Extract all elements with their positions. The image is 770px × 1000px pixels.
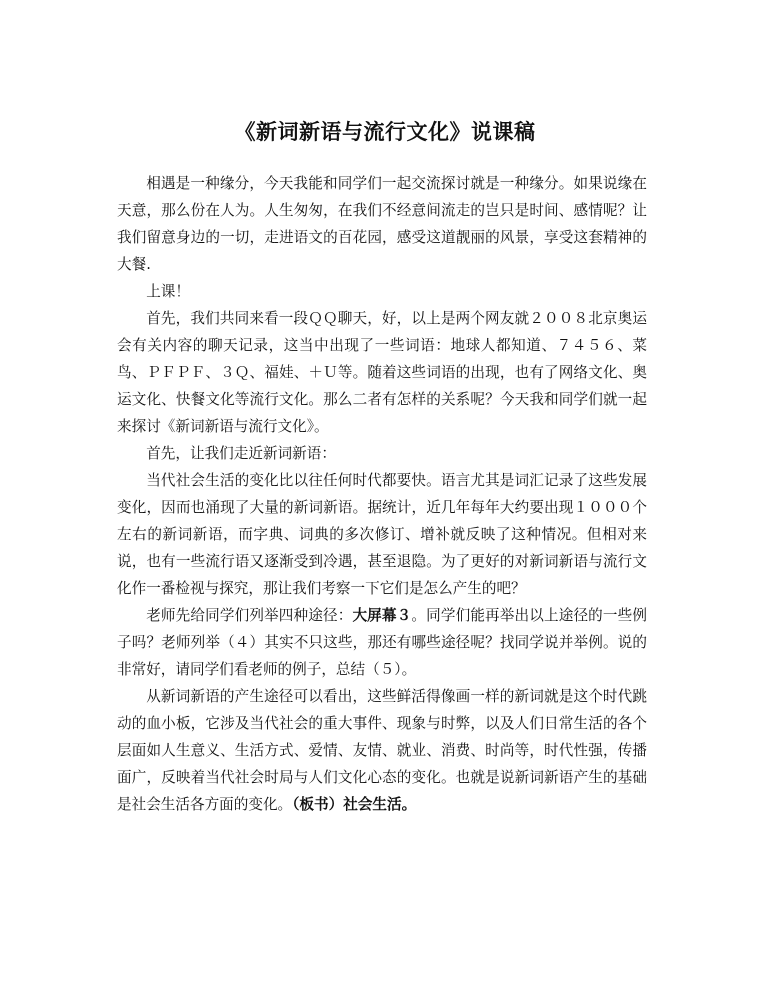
paragraph [117,467,647,602]
paragraph-text: 相遇是一种缘分，今天我能和同学们一起交流探讨就是一种缘分。如果说缘在天意，那么份在人为。人生匆匆，在我们不经意间流走的岂只是时间、感情呢？让我们留意身边的一切，走进语文的百花园，感受这道靓丽的风景，享受这套精神的大餐. [117,175,647,273]
paragraph-text: 首先，让我们走近新词新语： [146,445,336,462]
paragraph [117,440,647,467]
paragraph-text: 上课！ [146,283,190,300]
paragraph-text: 老师先给同学们列举四种途径： [146,607,353,624]
paragraph-text: 。同学们能再举出以上途径的一些例子吗？老师列举（４）其实不只这些，那还有哪些途径呢？找同学说并举例。说的非常好，请同学们看老师的例子，总结（５）。 [117,607,647,678]
paragraph [117,683,647,818]
document-body [117,170,647,818]
paragraph [117,305,647,440]
paragraph-text: 当代社会生活的变化比以往任何时代都要快。语言尤其是词汇记录了这些发展变化，因而也涌现了大量的新词新语。据统计，近几年每年大约要出现１０００个左右的新词新语，而字典、词典的多次修订、增补就反映了这种情况。但相对来说，也有一些流行语又逐渐受到冷遇，甚至退隐。为了更好的对新词新语与流行文化作一番检视与探究，那让我们考察一下它们是怎么产生的吧？ [117,472,647,597]
paragraph-text: 从新词新语的产生途径可以看出，这些鲜活得像画一样的新词就是这个时代跳动的血小板，它涉及当代社会的重大事件、现象与时弊，以及人们日常生活的各个层面如人生意义、生活方式、爱情、友情、就业、消费、时尚等，时代性强，传播面广，反映着当代社会时局与人们文化心态的变化。也就是说新词新语产生的基础是社会生活各方面的变化。 [117,688,647,813]
paragraph [117,602,647,683]
document-title: 《新词新语与流行文化》说课稿 [234,119,536,144]
paragraph [117,278,647,305]
paragraph [117,170,647,278]
emphasis-text: 大屏幕３ [352,607,412,624]
paragraph-text: 首先，我们共同来看一段ＱＱ聊天，好，以上是两个网友就２００８北京奥运会有关内容的聊天记录，这当中出现了一些词语：地球人都知道、７４５６、菜鸟、ＰＦＰＦ、３Ｑ、福娃、＋Ｕ等。随着这些词语的出现，也有了网络文化、奥运文化、快餐文化等流行文化。那么二者有怎样的关系呢？今天我和同学们就一起来探讨《新词新语与流行文化》。 [117,310,647,435]
emphasis-text: （板书）社会生活。 [292,796,417,813]
